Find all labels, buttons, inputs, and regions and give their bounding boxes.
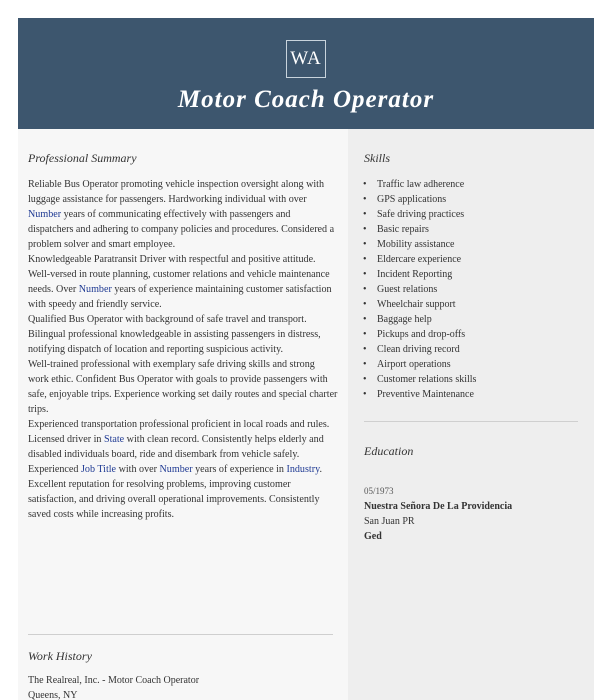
summary-text [28,177,338,522]
summary-paragraph: Experienced Job Title with over Number years of experience in Industry. Excellent reputation for resolving problems, improving customer satisfaction, and driving overall operational improvements. Consistently saved costs while increasing profits. [28,464,322,520]
summary-paragraph: Qualified Bus Operator with background of safe travel and transport. Bilingual professional knowledgeable in assisting passengers in distress, notifying dispatch of location and reporting suspicious activity. [28,314,321,355]
left-column [18,129,348,700]
skill-item: • Wheelchair support [363,297,476,312]
resume-header [18,18,594,129]
resume-page [18,18,594,700]
summary-paragraph: Well-trained professional with exemplary safe driving skills and strong work ethic. Confident Bus Operator with goals to provide passengers with safe, enjoyable trips. Experience working set daily routes and special charter trips. [28,359,338,415]
skill-item: • Customer relations skills [363,372,476,387]
work-history [28,673,199,700]
divider [28,634,333,635]
divider [364,421,578,422]
skill-item: • Clean driving record [363,342,476,357]
placeholder-keyword: Industry [286,464,320,475]
education-school: Nuestra Señora De La Providencia [364,501,513,512]
skill-item: • Airport operations [363,357,476,372]
skill-item: • Safe driving practices [363,207,476,222]
skill-item: • Baggage help [363,312,476,327]
skill-item: • Preventive Maintenance [363,387,476,402]
placeholder-keyword: Number [28,209,62,220]
placeholder-keyword: State [103,434,125,445]
summary-heading: Professional Summary [28,151,137,165]
education-degree: Ged [364,531,382,542]
skill-item: • Eldercare experience [363,252,476,267]
placeholder-keyword: Number [78,284,112,295]
education-location: San Juan PR [364,516,415,527]
skills-list [363,177,476,402]
education-heading: Education [364,444,414,458]
monogram-logo: WA [286,40,326,78]
skill-item: • Guest relations [363,282,476,297]
skill-item: • Pickups and drop-offs [363,327,476,342]
education-entry [364,484,512,544]
skill-item: • Basic repairs [363,222,476,237]
skill-item: • Traffic law adherence [363,177,476,192]
placeholder-keyword: Number [159,464,193,475]
summary-paragraph: Knowledgeable Paratransit Driver with respectful and positive attitude. Well-versed in route planning, customer relations and vehicle maintenance needs. Over Number years of experience maintaining customer satisfaction with speedy and friendly service. [28,254,332,310]
job-title: Motor Coach Operator [177,86,435,113]
education-date: 05/1973 [364,486,394,496]
skills-heading: Skills [364,151,390,165]
right-column [348,129,594,700]
work-entry-location: Queens, NY [28,690,78,700]
skill-item: • GPS applications [363,192,476,207]
summary-paragraph: Reliable Bus Operator promoting vehicle inspection oversight along with luggage assistance for passengers. Hardworking individual with over Number years of communicating effectively with passengers and dispatchers and adhering to company policies and procedures. Considered a problem solver and smart employee. [28,179,335,250]
work-heading: Work History [28,649,92,663]
skill-item: • Incident Reporting [363,267,476,282]
placeholder-keyword: Job Title [80,464,117,475]
work-entry-title: The Realreal, Inc. - Motor Coach Operator [28,675,200,686]
summary-paragraph: Experienced transportation professional proficient in local roads and rules. Licensed driver in State with clean record. Consistently helps elderly and disabled individuals board, ride and disembark from vehicle safely. [28,419,330,460]
skill-item: • Mobility assistance [363,237,476,252]
